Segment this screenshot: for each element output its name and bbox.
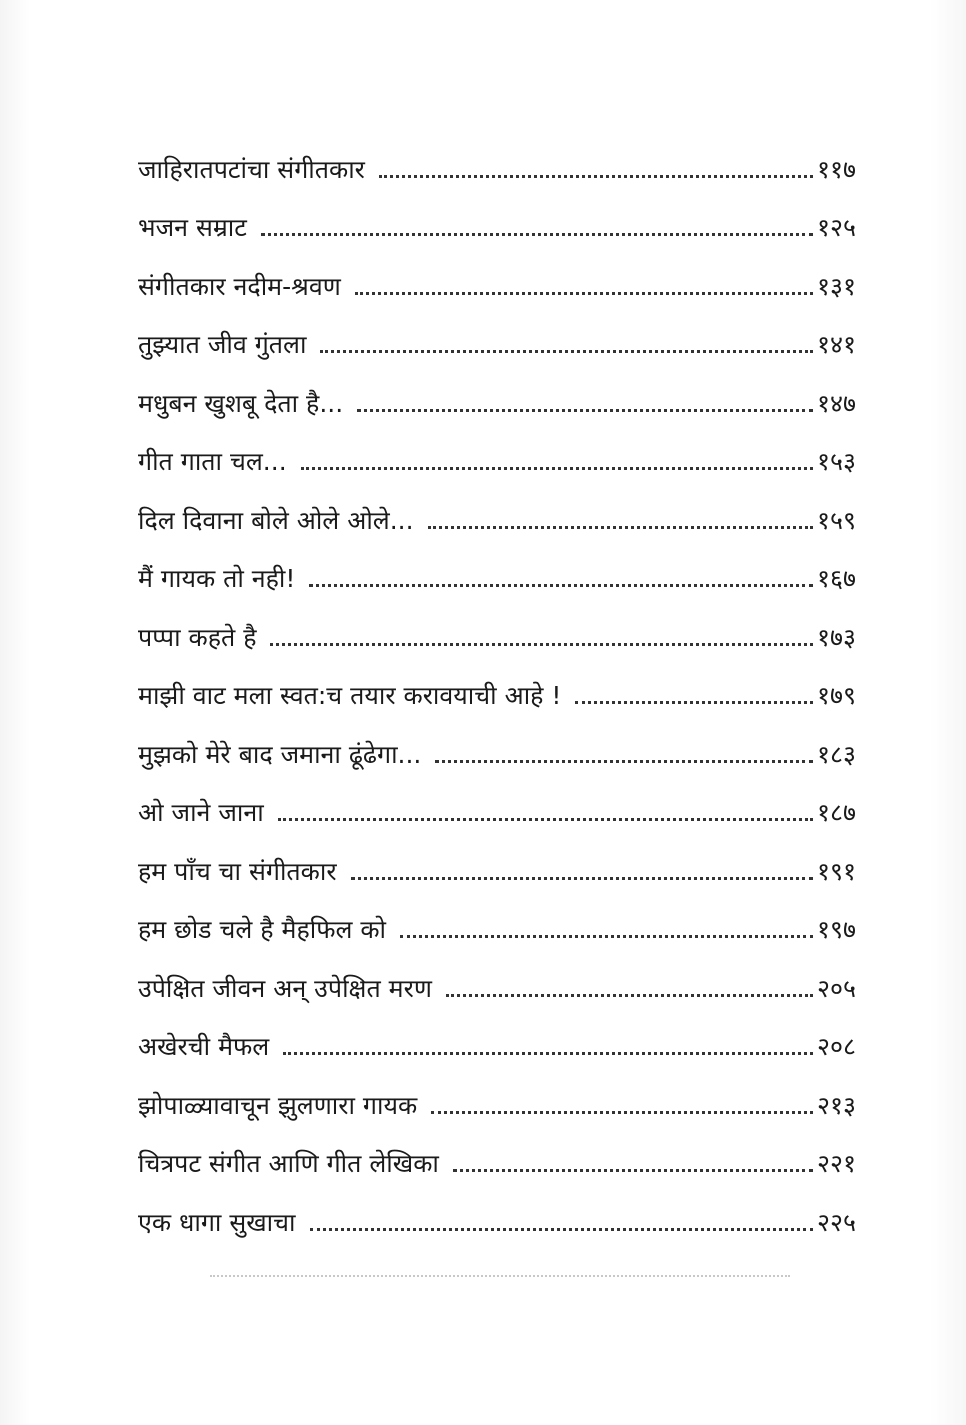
dot-leader [309, 584, 813, 587]
toc-entry-page: १७९ [816, 681, 856, 710]
dot-leader [400, 935, 813, 938]
toc-entry-title: एक धागा सुखाचा [138, 1206, 310, 1240]
dot-leader [310, 1228, 813, 1231]
dot-leader [278, 818, 813, 821]
toc-entry-page: १९७ [816, 915, 856, 944]
dot-leader [435, 760, 813, 763]
table-of-contents [138, 128, 856, 1240]
toc-entry-page: १८७ [816, 798, 856, 827]
toc-entry-page: १६७ [816, 564, 856, 593]
toc-entry [138, 713, 856, 772]
dot-leader [261, 233, 813, 236]
toc-entry-page: २२१ [816, 1149, 856, 1178]
toc-entry [138, 128, 856, 187]
toc-entry [138, 362, 856, 421]
dot-leader [453, 1169, 813, 1172]
toc-entry [138, 245, 856, 304]
toc-entry [138, 538, 856, 597]
toc-entry-title: झोपाळ्यावाचून झुलणारा गायक [138, 1089, 431, 1123]
toc-entry-title: अखेरची मैफल [138, 1030, 283, 1064]
toc-entry-page: २०८ [816, 1032, 856, 1061]
dot-leader [351, 877, 813, 880]
toc-entry-title: पप्पा कहते है [138, 621, 270, 655]
toc-entry [138, 421, 856, 480]
toc-entry-title: उपेक्षित जीवन अन् उपेक्षित मरण [138, 972, 446, 1006]
toc-entry [138, 830, 856, 889]
toc-entry-title: तुझ्यात जीव गुंतला [138, 328, 320, 362]
toc-entry-title: मधुबन खुशबू देता है... [138, 387, 357, 421]
toc-entry-title: ओ जाने जाना [138, 796, 278, 830]
toc-entry-page: १५३ [816, 447, 856, 476]
toc-entry [138, 947, 856, 1006]
toc-entry-title: संगीतकार नदीम-श्रवण [138, 270, 355, 304]
toc-entry-title: चित्रपट संगीत आणि गीत लेखिका [138, 1147, 453, 1181]
toc-entry-title: हम पाँच चा संगीतकार [138, 855, 351, 889]
toc-entry-page: १८३ [816, 739, 856, 769]
toc-entry [138, 304, 856, 363]
toc-entry-title: भजन सम्राट [138, 211, 261, 245]
toc-entry [138, 1064, 856, 1123]
toc-entry-page: १४७ [816, 388, 856, 418]
toc-entry-title: हम छोड चले है मैहफिल को [138, 913, 400, 947]
toc-entry-page: २०५ [816, 973, 856, 1003]
dot-leader [283, 1052, 813, 1055]
toc-entry [138, 596, 856, 655]
dot-leader [446, 994, 813, 997]
toc-entry-page: २२५ [816, 1207, 856, 1237]
toc-entry-title: दिल दिवाना बोले ओले ओले... [138, 504, 428, 538]
toc-entry-title: माझी वाट मला स्वत:च तयार करावयाची आहे ! [138, 679, 575, 713]
toc-entry-page: १७३ [816, 622, 856, 652]
toc-entry-page: १९१ [816, 856, 856, 886]
toc-entry [138, 187, 856, 246]
toc-entry-title: मैं गायक तो नही! [138, 562, 309, 596]
toc-entry-page: ११७ [816, 154, 856, 184]
toc-entry [138, 479, 856, 538]
toc-entry-title: जाहिरातपटांचा संगीतकार [138, 153, 379, 187]
dot-leader [575, 701, 813, 704]
toc-entry-title: मुझको मेरे बाद जमाना ढूंढेगा... [138, 738, 435, 772]
bleed-through-rule [210, 1275, 790, 1277]
dot-leader [428, 526, 813, 529]
toc-entry [138, 889, 856, 948]
dot-leader [357, 409, 813, 412]
dot-leader [270, 643, 813, 646]
toc-entry [138, 1181, 856, 1240]
toc-entry [138, 655, 856, 714]
toc-entry-page: १३१ [816, 271, 856, 301]
dot-leader [320, 350, 813, 353]
toc-entry [138, 772, 856, 831]
dot-leader [379, 175, 813, 178]
toc-entry [138, 1006, 856, 1065]
toc-entry-page: २१३ [816, 1090, 856, 1120]
toc-entry-page: १५९ [816, 505, 856, 535]
toc-entry-page: १२५ [816, 213, 856, 242]
toc-entry-title: गीत गाता चल... [138, 445, 301, 479]
dot-leader [301, 467, 813, 470]
toc-entry-page: १४१ [816, 330, 856, 359]
toc-entry [138, 1123, 856, 1182]
dot-leader [431, 1111, 813, 1114]
dot-leader [355, 292, 813, 295]
